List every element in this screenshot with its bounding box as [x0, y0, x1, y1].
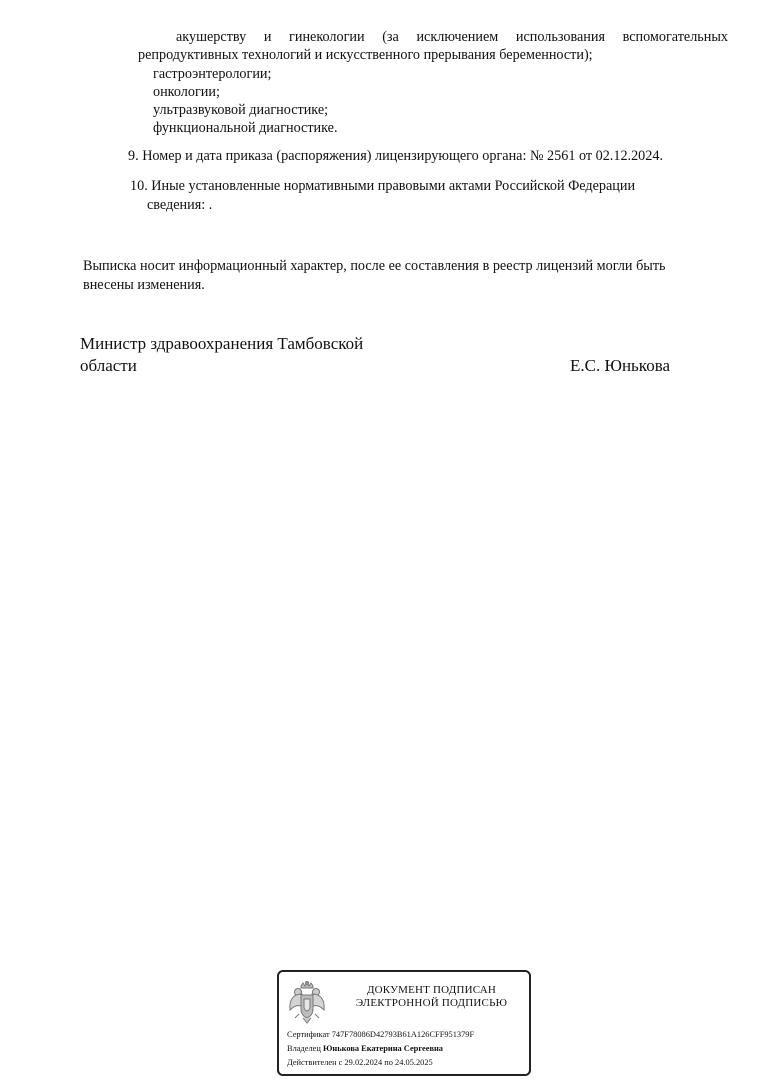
owner-value: Юнькова Екатерина Сергеевна: [322, 1044, 443, 1053]
specialty-line-1: акушерству и гинекологии (за исключением использования вспомогательных: [176, 29, 728, 45]
certificate-label: Сертификат: [287, 1030, 330, 1039]
signatory-position: Министр здравоохранения Тамбовской: [80, 334, 364, 353]
coat-of-arms-icon: [287, 980, 327, 1024]
signatory-position-continuation: области: [80, 356, 137, 375]
certificate-value: 747F78086D42793B61A126CFF951379F: [331, 1030, 475, 1039]
specialty-item: онкологии;: [153, 84, 220, 100]
specialty-item: ультразвуковой диагностике;: [153, 102, 329, 118]
order-number-item: 9. Номер и дата приказа (распоряжения) лицензирующего органа: № 2561 от 02.12.2024.: [128, 148, 664, 164]
notice-line-2: внесены изменения.: [83, 277, 205, 293]
other-info-item-continuation: сведения: .: [147, 197, 213, 213]
validity-row: Действителен с 29.02.2024 по 24.05.2025: [287, 1058, 433, 1067]
owner-label: Владелец: [287, 1044, 321, 1053]
certificate-row: [287, 1030, 474, 1040]
specialty-item: гастроэнтерологии;: [153, 66, 272, 82]
stamp-title-line: ЭЛЕКТРОННОЙ ПОДПИСЬЮ: [355, 997, 508, 1009]
specialty-line-2: репродуктивных технологий и искусственного прерывания беременности);: [138, 47, 593, 63]
signatory-name: Е.С. Юнькова: [570, 356, 671, 375]
stamp-title: [339, 984, 524, 1010]
electronic-signature-stamp: [277, 970, 531, 1076]
specialty-item: функциональной диагностике.: [153, 120, 338, 136]
stamp-title-line: ДОКУМЕНТ ПОДПИСАН: [366, 984, 497, 996]
other-info-item: 10. Иные установленные нормативными правовыми актами Российской Федерации: [130, 178, 636, 194]
owner-row: [287, 1044, 443, 1054]
notice-line-1: Выписка носит информационный характер, после ее составления в реестр лицензий могли быть: [83, 258, 666, 274]
